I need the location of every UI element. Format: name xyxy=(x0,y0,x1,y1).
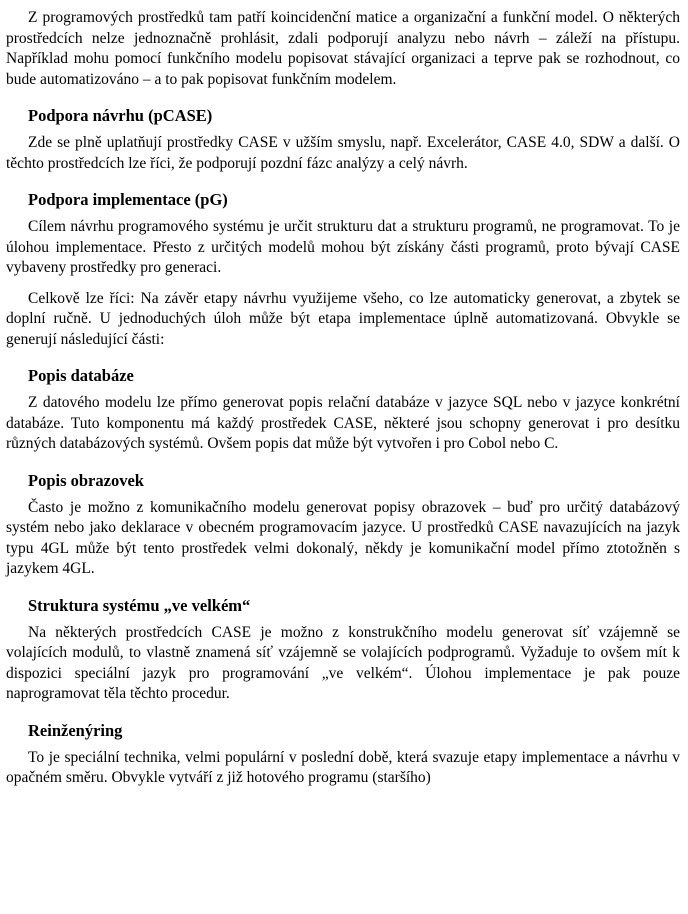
reengineering-paragraph: To je speciální technika, velmi populární v poslední době, která svazuje etapy implementace a návrhu v opačném směru. Obvykle vytváří z již hotového programu (staršího) xyxy=(6,748,680,786)
pcase-paragraph: Zde se plně uplatňují prostředky CASE v užším smyslu, např. Excelerátor, CASE 4.0, SDW a další. O těchto prostředcích lze říci, že podporují pozdní fázc analýzy a celý návrh. xyxy=(6,134,680,172)
document-page xyxy=(6,8,680,789)
heading-pcase: Podpora návrhu (pCASE) xyxy=(28,106,213,125)
structure-paragraph: Na některých prostředcích CASE je možno z konstrukčního modelu generovat síť vzájemně se volajících modulů, to vlastně znamená síť vzájemně se volajících podprogramů. Vyžaduje to ovšem mít k dispozici speciální jazyk pro programování „ve velkém“. Úlohou implementace je pak pouze naprogramovat těla těchto procedur. xyxy=(6,623,680,702)
heading-database: Popis databáze xyxy=(28,366,134,385)
heading-pg: Podpora implementace (pG) xyxy=(28,190,228,209)
pg-paragraph-2: Celkově lze říci: Na závěr etapy návrhu využijeme všeho, co lze automaticky generovat, a zbytek se doplní ručně. U jednoduchých úloh může být etapa implementace úplně automatizovaná. Obvykle se generují následující části: xyxy=(6,289,680,348)
screens-paragraph: Často je možno z komunikačního modelu generovat popisy obrazovek – buď pro určitý databázový systém nebo jako deklarace v obecném programovacím jazyce. U prostředků CASE navazujících na jazyk typu 4GL může být tento prostředek velmi dokonalý, někdy je komunikační model přímo ztotožněn s jazykem 4GL. xyxy=(6,498,680,577)
heading-reengineering: Reinženýring xyxy=(28,720,123,740)
database-paragraph: Z datového modelu lze přímo generovat popis relační databáze v jazyce SQL nebo v jazyce konkrétní databáze. Tuto komponentu má každý prostředek CASE, některé jsou schopny generovat i pro desítku různých databázových systémů. Ovšem popis dat může být vytvořen i pro Cobol nebo C. xyxy=(6,394,680,452)
intro-paragraph: Z programových prostředků tam patří koincidenční matice a organizační a funkční model. O některých prostředcích nelze jednoznačně prohlásit, zdali podporují analyzu nebo návrh – záleží na přístupu. Například mohu pomocí funkčního modelu popisovat stávající organizaci a teprve pak se rozhodnout, co bude automatizováno – a to pak popisovat funkčním modelem. xyxy=(6,9,680,88)
heading-structure: Struktura systému „ve velkém“ xyxy=(28,595,251,615)
heading-screens: Popis obrazovek xyxy=(28,470,144,490)
pg-paragraph-1: Cílem návrhu programového systému je určit strukturu dat a strukturu programů, ne programovat. To je úlohou implementace. Přesto z určitých modelů mohou být získány části programů, proto bývají CASE vybaveny prostředky pro generaci. xyxy=(6,218,680,276)
